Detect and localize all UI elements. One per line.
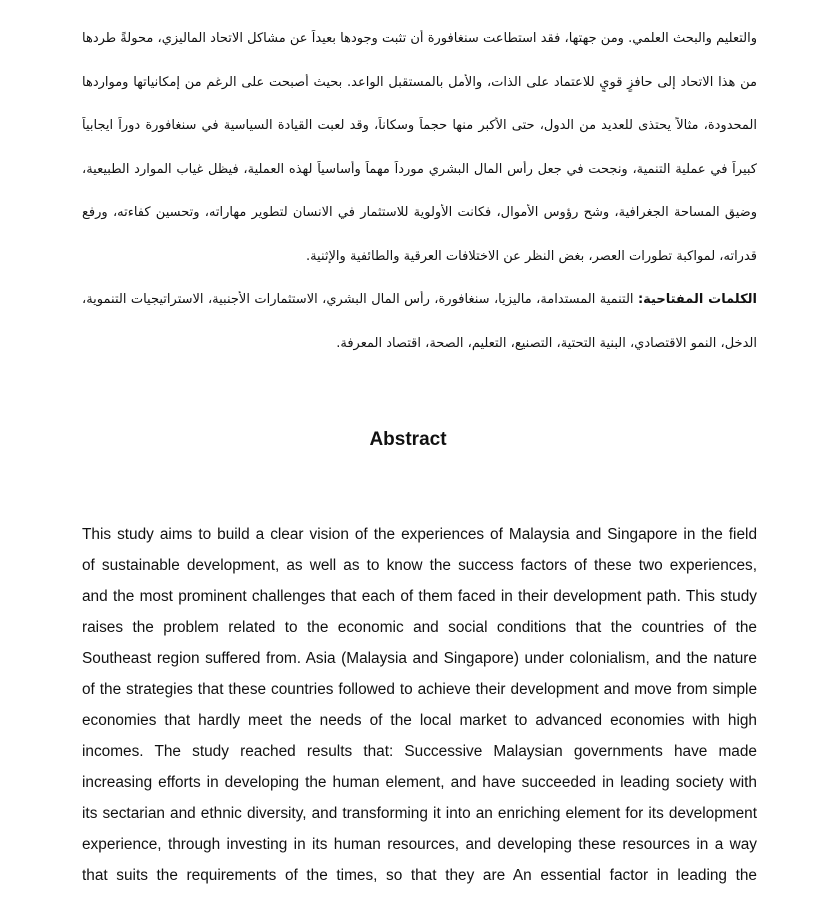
keywords-line: الدخل، النمو الاقتصادي، البنية التحتية، التصنيع، التعليم، الصحة، اقتصاد المعرفة.	[336, 335, 757, 351]
abstract-line: increasing efforts in developing the human element, and have succeeded in leading society with	[82, 774, 757, 791]
abstract-line: incomes. The study reached results that: Successive Malaysian governments have made	[82, 743, 757, 760]
keywords-text: التنمية المستدامة، ماليزيا، سنغافورة، رأس المال البشري، الاستثمارات الأجنبية، الاستراتيجيات التنموية،	[82, 292, 638, 307]
keywords-line	[82, 291, 757, 309]
abstract-body	[82, 524, 757, 896]
abstract-line: This study aims to build a clear vision of the experiences of Malaysia and Singapore in the field	[82, 526, 757, 543]
abstract-line: that suits the requirements of the times, so that they are An essential factor in leading the	[82, 867, 757, 884]
arabic-line: من هذا الاتحاد إلى حافزٍ قويٍ للاعتماد على الذات، والأمل بالمستقبل الواعد. بحيث أصبحت على الرغم من إمكانياتها ومواردها	[82, 74, 757, 90]
abstract-line: of the strategies that these countries followed to achieve their development and move from simple	[82, 681, 757, 698]
abstract-line: Southeast region suffered from. Asia (Malaysia and Singapore) under colonialism, and the nature	[82, 650, 757, 667]
arabic-line: والتعليم والبحث العلمي. ومن جهتها، فقد استطاعت سنغافورة أن تثبت وجودها بعيداً عن مشاكل الاتحاد الماليزي، محولةً طردها	[82, 31, 757, 46]
abstract-line: and the most prominent challenges that each of them faced in their development path. This study	[82, 588, 757, 605]
abstract-line: its sectarian and ethnic diversity, and transforming it into an enriching element for its development	[82, 805, 757, 822]
abstract-line: raises the problem related to the economic and social conditions that the countries of the	[82, 619, 757, 636]
arabic-line: قدراته، لمواكبة تطورات العصر، بغض النظر عن الاختلافات العرقية والطائفية والإثنية.	[305, 248, 757, 264]
arabic-summary	[82, 30, 757, 353]
abstract-heading: Abstract	[369, 429, 447, 450]
arabic-line: وضيق المساحة الجغرافية، وشح رؤوس الأموال، فكانت الأولوية للاستثمار في الانسان لتطوير مهاراته، وتحسين كفاءته، ورفع	[82, 205, 757, 220]
abstract-line: of sustainable development, as well as to know the success factors of these two experiences,	[82, 557, 757, 574]
keywords-label: الكلمات المفتاحية:	[637, 292, 757, 307]
abstract-line: economies that hardly meet the needs of the local market to advanced economies with high	[82, 712, 757, 729]
arabic-line: المحدودة، مثالاً يحتذى للعديد من الدول، حتى الأكبر منها حجماً وسكاناً، وقد لعبت القيادة السياسية في سنغافورة دوراً ايجابياً	[82, 118, 757, 133]
abstract-line: experience, through investing in its human resources, and developing these resources in a way	[82, 836, 757, 853]
arabic-line: كبيراً في عملية التنمية، ونجحت في جعل رأس المال البشري مورداً مهماً وأساسياً لهذه العملية، فيظل غياب الموارد الطبيعية،	[82, 161, 757, 177]
